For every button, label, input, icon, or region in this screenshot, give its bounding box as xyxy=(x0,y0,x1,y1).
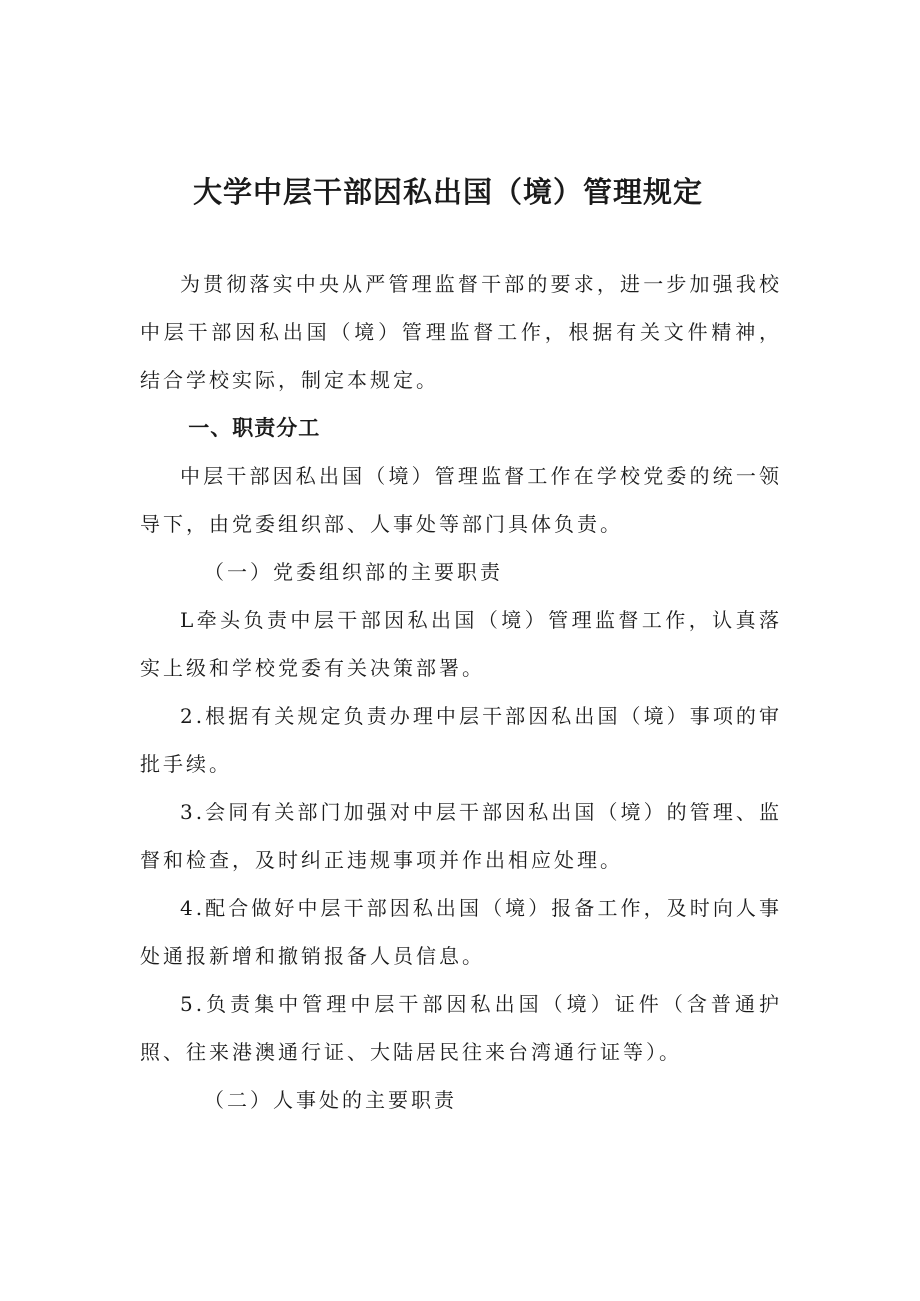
subsection-heading: （二）人事处的主要职责 xyxy=(204,1088,457,1112)
document-title: 大学中层干部因私出国（境）管理规定 xyxy=(192,175,703,209)
subsection-heading: （一）党委组织部的主要职责 xyxy=(204,560,503,584)
section-heading: 一、职责分工 xyxy=(188,416,321,440)
list-item: 4.配合做好中层干部因私出国（境）报备工作，及时向人事处通报新增和撤销报备人员信息。 xyxy=(140,896,782,968)
section-paragraph: 中层干部因私出国（境）管理监督工作在学校党委的统一领导下，由党委组织部、人事处等部门具体负责。 xyxy=(140,464,782,536)
intro-paragraph: 为贯彻落实中央从严管理监督干部的要求，进一步加强我校中层干部因私出国（境）管理监督工作，根据有关文件精神，结合学校实际，制定本规定。 xyxy=(140,272,782,392)
list-item: L牵头负责中层干部因私出国（境）管理监督工作，认真落实上级和学校党委有关决策部署。 xyxy=(140,608,782,680)
list-item: 3.会同有关部门加强对中层干部因私出国（境）的管理、监督和检查，及时纠正违规事项并作出相应处理。 xyxy=(140,800,782,872)
document-body xyxy=(140,260,782,1124)
list-item: 2.根据有关规定负责办理中层干部因私出国（境）事项的审批手续。 xyxy=(140,704,782,776)
list-item: 5.负责集中管理中层干部因私出国（境）证件（含普通护照、往来港澳通行证、大陆居民往来台湾通行证等）。 xyxy=(140,992,782,1064)
